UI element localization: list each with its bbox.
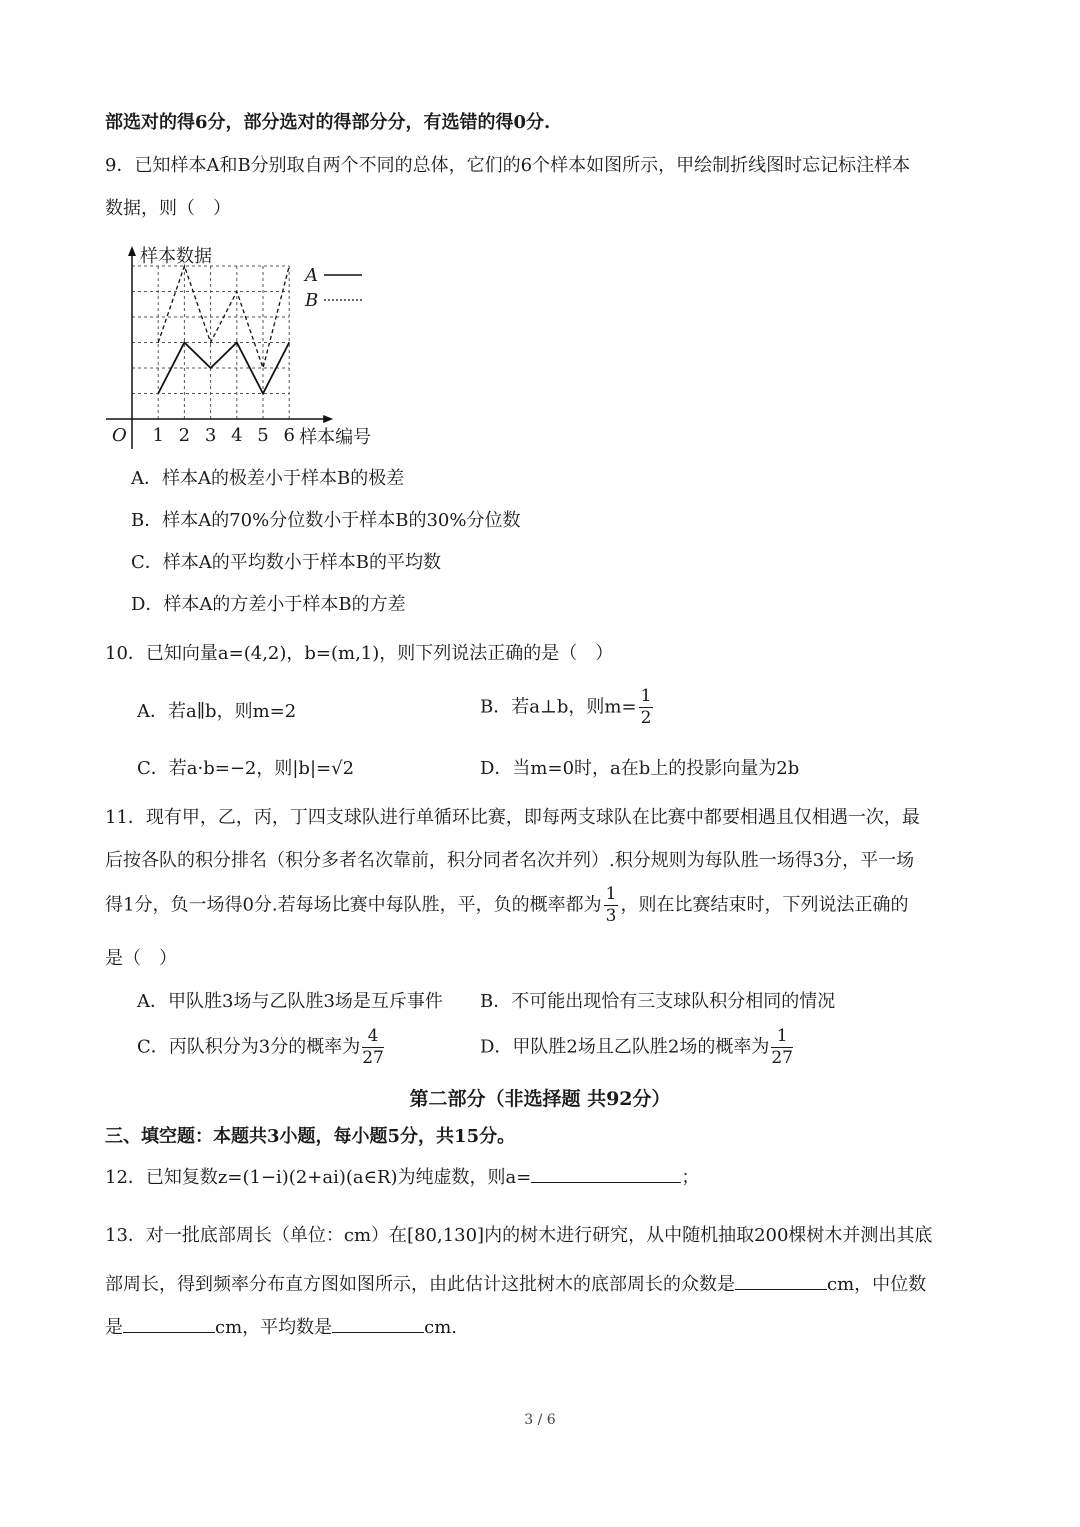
x-tick-label: 3 [204,425,217,446]
series-line-B [158,266,289,368]
q11-option-c [137,1028,386,1067]
q10-option-d: D．当m=0时，a在b上的投影向量为2b [480,758,800,779]
x-tick-label: 2 [178,425,191,446]
q13-median-blank[interactable] [123,1332,215,1333]
q10-stem: 10．已知向量a=(4,2)，b=(m,1)，则下列说法正确的是（ ） [105,643,614,664]
q9-option-b: B．样本A的70%分位数小于样本B的30%分位数 [131,510,521,531]
fraction-denominator: 27 [771,1048,793,1068]
x-tick-label: 4 [231,425,243,446]
q11-option-d-text: D．甲队胜2场且乙队胜2场的概率为 [480,1036,770,1058]
q11-option-c-fraction [362,1028,384,1067]
section3-heading: 三、填空题：本题共3小题，每小题5分，共15分。 [105,1126,516,1147]
fraction-denominator: 3 [605,906,617,926]
q13-line3-pre: 是 [105,1317,123,1338]
q12-text: 12．已知复数z=(1−i)(2+ai)(a∈R)为纯虚数，则a= [105,1167,532,1188]
part2-title: 第二部分（非选择题 共92分） [409,1088,671,1110]
q9-option-a: A．样本A的极差小于样本B的极差 [131,468,405,489]
chart-labels [112,246,371,448]
q9-stem-line1: 9．已知样本A和B分别取自两个不同的总体，它们的6个样本如图所示，甲绘制折线图时忘记标注样本 [105,155,911,176]
q12-end: ； [681,1167,700,1188]
origin-label: O [112,425,127,446]
q11-stem-line2: 后按各队的积分排名（积分多者名次靠前，积分同者名次并列）.积分规则为每队胜一场得3分，平一场 [105,850,915,871]
q13-line3-end: cm. [424,1317,458,1338]
x-tick-label: 1 [152,425,164,446]
q13-mean-blank[interactable] [332,1332,424,1333]
q13-line2-unit: cm，中位数 [827,1274,927,1295]
header-line: 部选对的得6分，部分选对的得部分分，有选错的得0分. [105,112,551,133]
page-number: 3 / 6 [524,1412,556,1428]
q10-option-a: A．若a∥b，则m=2 [137,701,297,722]
fraction-denominator: 27 [362,1048,384,1068]
q11-option-a: A．甲队胜3场与乙队胜3场是互斥事件 [137,991,443,1012]
q9-option-d: D．样本A的方差小于样本B的方差 [131,594,406,615]
q10-option-b-fraction [639,688,654,727]
legend-label-A: A [305,265,318,286]
fraction-denominator: 2 [640,708,652,728]
q13-line2-text: 部周长，得到频率分布直方图如图所示，由此估计这批树木的底部周长的众数是 [105,1274,735,1295]
x-axis-arrow [323,415,333,423]
q13-stem-line2 [105,1276,926,1294]
q9-line-chart [100,228,390,452]
q11-line3-pre: 得1分，负一场得0分.若每场比赛中每队胜，平，负的概率都为 [105,894,602,916]
y-axis-arrow [128,246,136,256]
legend-label-B: B [305,290,319,311]
q11-line3-post: ，则在比赛结束时，下列说法正确的 [620,894,909,916]
q12-stem [105,1169,699,1187]
q10-option-b [480,688,655,727]
q11-stem-line1: 11．现有甲，乙，丙，丁四支球队进行单循环比赛，即每两支球队在比赛中都要相遇且仅相遇一次，最 [105,807,920,828]
q13-stem-line1: 13．对一批底部周长（单位：cm）在[80,130]内的树木进行研究，从中随机抽取200棵树木并测出其底 [105,1225,933,1246]
q13-line3-mid: cm，平均数是 [215,1317,333,1338]
q11-option-c-text: C．丙队积分为3分的概率为 [137,1036,361,1058]
x-tick-label: 5 [257,425,269,446]
chart-axes [106,246,333,449]
q10-option-c: C．若a·b=−2，则|b|=√2 [137,758,355,779]
q9-stem-line2: 数据，则（ ） [105,198,231,219]
x-tick-label: 6 [283,425,295,446]
q13-stem-line3 [105,1319,457,1337]
chart-series [158,266,289,394]
q12-answer-blank[interactable] [531,1182,681,1183]
chart-legend [303,265,362,311]
fraction-numerator: 1 [640,686,652,706]
q11-stem-line3 [105,886,908,925]
y-axis-label: 样本数据 [140,246,212,267]
q11-option-d [480,1028,795,1067]
x-axis-label: 样本编号 [299,427,372,448]
q11-probability-fraction [604,886,619,925]
fraction-numerator: 4 [362,1028,384,1048]
q10-option-b-text: B．若a⊥b，则m= [480,696,637,718]
fraction-numerator: 1 [771,1028,793,1048]
q11-option-b: B．不可能出现恰有三支球队积分相同的情况 [480,991,836,1012]
q13-mode-blank[interactable] [735,1289,827,1290]
fraction-numerator: 1 [605,884,617,904]
q11-stem-line4: 是（ ） [105,948,177,969]
q9-option-c: C．样本A的平均数小于样本B的平均数 [131,552,441,573]
q11-option-d-fraction [771,1028,793,1067]
